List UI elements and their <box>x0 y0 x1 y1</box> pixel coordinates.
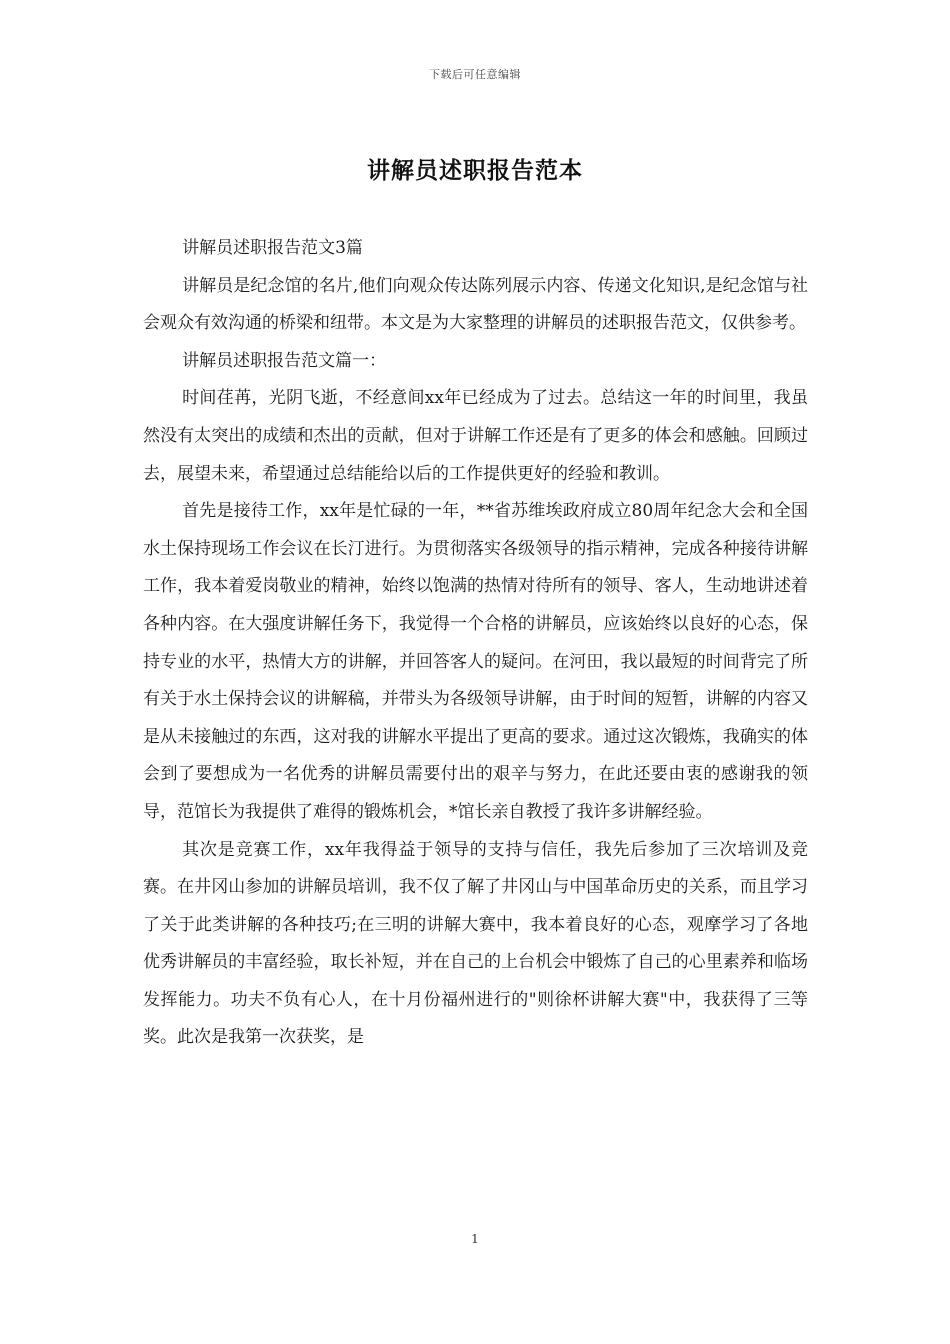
paragraph-body: 首先是接待工作，xx年是忙碌的一年，**省苏维埃政府成立80周年纪念大会和全国水土保持现场工作会议在长汀进行。为贯彻落实各级领导的指示精神，完成各种接待讲解工作，我本着爱岗敬业的精神，始终以饱满的热情对待所有的领导、客人，生动地讲述着各种内容。在大强度讲解任务下，我觉得一个合格的讲解员，应该始终以良好的心态，保持专业的水平，热情大方的讲解，并回答客人的疑问。在河田，我以最短的时间背完了所有关于水土保持会议的讲解稿，并带头为各级领导讲解，由于时间的短暂，讲解的内容又是从未接触过的东西，这对我的讲解水平提出了更高的要求。通过这次锻炼，我确实的体会到了要想成为一名优秀的讲解员需要付出的艰辛与努力，在此还要由衷的感谢我的领导，范馆长为我提供了难得的锻炼机会，*馆长亲自教授了我许多讲解经验。 <box>143 501 808 822</box>
paragraph-intro: 讲解员是纪念馆的名片,他们向观众传达陈列展示内容、传递文化知识,是纪念馆与社会观众有效沟通的桥梁和纽带。本文是为大家整理的讲解员的述职报告范文，仅供参考。 <box>143 275 808 334</box>
document-title: 讲解员述职报告范本 <box>367 157 583 184</box>
paragraph-body: 其次是竞赛工作，xx年我得益于领导的支持与信任，我先后参加了三次培训及竞赛。在井冈山参加的讲解员培训，我不仅了解了井冈山与中国革命历史的关系，而且学习了关于此类讲解的各种技巧;在三明的讲解大赛中，我本着良好的心态，观摩学习了各地优秀讲解员的丰富经验，取长补短，并在自己的上台机会中锻炼了自己的心里素养和临场发挥能力。功夫不负有心人，在十月份福州进行的"则徐杯讲解大赛"中，我获得了三等奖。此次是我第一次获奖，是 <box>143 839 808 1048</box>
paragraph-subtitle: 讲解员述职报告范文3篇 <box>182 238 363 258</box>
page-number: 1 <box>471 1232 479 1246</box>
paragraph-section-heading: 讲解员述职报告范文篇一： <box>182 350 387 371</box>
document-body <box>143 230 808 1057</box>
paragraph-body: 时间荏苒，光阴飞逝，不经意间xx年已经成为了过去。总结这一年的时间里，我虽然没有太突出的成绩和杰出的贡献，但对于讲解工作还是有了更多的体会和感触。回顾过去，展望未来，希望通过总结能给以后的工作提供更好的经验和教训。 <box>143 388 808 484</box>
header-note: 下载后可任意编辑 <box>429 68 521 81</box>
